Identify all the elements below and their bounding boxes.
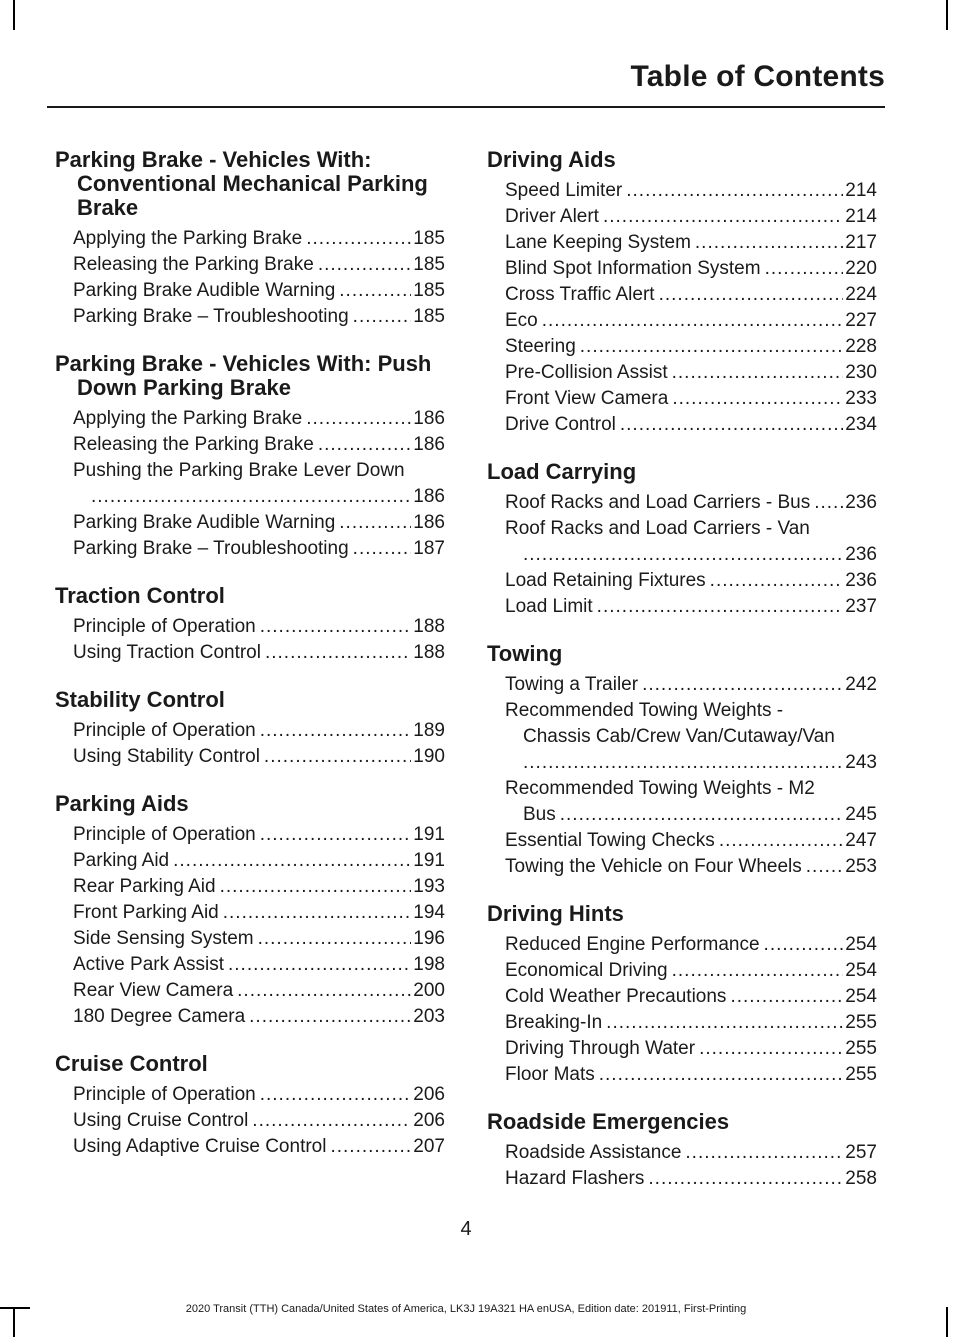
toc-page-number: 198 — [413, 954, 445, 975]
toc-entry-label: Load Limit — [505, 596, 593, 617]
toc-entry[interactable] — [55, 536, 445, 562]
dot-leader — [560, 802, 844, 828]
dot-leader — [719, 828, 843, 854]
toc-entry[interactable] — [55, 926, 445, 952]
dot-leader — [599, 1062, 844, 1088]
toc-page-number: 237 — [845, 596, 877, 617]
toc-entry-label: Parking Brake – Troubleshooting — [73, 306, 349, 327]
toc-entry[interactable] — [55, 510, 445, 536]
dot-leader — [264, 744, 411, 770]
dot-leader — [339, 510, 411, 536]
toc-page-number: 228 — [845, 336, 877, 357]
toc-page-number: 185 — [413, 306, 445, 327]
toc-entry[interactable] — [55, 978, 445, 1004]
toc-entry-label: Roof Racks and Load Carriers - Van — [505, 518, 810, 539]
dot-leader — [306, 226, 411, 252]
section-title: Parking Aids — [55, 791, 189, 816]
toc-entry[interactable] — [487, 178, 877, 204]
toc-entry-label: Front Parking Aid — [73, 902, 219, 923]
toc-entry-label: Roof Racks and Load Carriers - Bus — [505, 492, 811, 513]
toc-section — [55, 584, 445, 666]
toc-entry-label: Using Adaptive Cruise Control — [73, 1136, 327, 1157]
dot-leader — [91, 484, 411, 510]
left-column — [55, 148, 445, 1182]
dot-leader — [228, 952, 411, 978]
toc-page-number: 191 — [413, 850, 445, 871]
toc-page-number: 236 — [845, 570, 877, 591]
toc-entry-label: Recommended Towing Weights - — [505, 700, 784, 721]
toc-section — [487, 902, 877, 1088]
toc-entry-label: Chassis Cab/Crew Van/Cutaway/Van — [523, 726, 835, 747]
toc-page-number: 185 — [413, 254, 445, 275]
toc-entry-label: Hazard Flashers — [505, 1168, 645, 1189]
dot-leader — [685, 1140, 843, 1166]
toc-entry[interactable] — [55, 226, 445, 252]
toc-entry[interactable] — [55, 1134, 445, 1160]
toc-entry[interactable] — [55, 874, 445, 900]
toc-page-number: 230 — [845, 362, 877, 383]
toc-entry[interactable] — [487, 490, 877, 516]
toc-entry[interactable] — [55, 1004, 445, 1030]
toc-page-number: 220 — [845, 258, 877, 279]
toc-page-number: 186 — [413, 512, 445, 533]
toc-page-number: 227 — [845, 310, 877, 331]
crop-mark — [13, 0, 15, 30]
toc-section — [487, 148, 877, 438]
toc-page-number: 191 — [413, 824, 445, 845]
dot-leader — [318, 252, 411, 278]
toc-entry[interactable] — [487, 1036, 877, 1062]
dot-leader — [260, 1082, 412, 1108]
toc-page-number: 188 — [413, 616, 445, 637]
toc-page-number: 186 — [413, 408, 445, 429]
dot-leader — [730, 984, 843, 1010]
toc-entry-label: Parking Brake Audible Warning — [73, 280, 336, 301]
dot-leader — [659, 282, 844, 308]
toc-entry[interactable] — [55, 718, 445, 744]
toc-page-number: 243 — [845, 752, 877, 773]
dot-leader — [260, 614, 412, 640]
toc-page-number: 214 — [845, 180, 877, 201]
toc-entry-label: Floor Mats — [505, 1064, 595, 1085]
toc-page-number: 185 — [413, 228, 445, 249]
toc-entry-label: Breaking-In — [505, 1012, 603, 1033]
dot-leader — [523, 750, 843, 776]
toc-page-number: 186 — [413, 434, 445, 455]
toc-entry-label: Cross Traffic Alert — [505, 284, 655, 305]
toc-entry[interactable] — [55, 822, 445, 848]
toc-page-number: 189 — [413, 720, 445, 741]
dot-leader — [620, 412, 843, 438]
toc-page-number: 188 — [413, 642, 445, 663]
toc-entry[interactable] — [55, 406, 445, 432]
toc-section — [487, 460, 877, 620]
toc-page-number: 255 — [845, 1064, 877, 1085]
toc-entry-label: Parking Brake Audible Warning — [73, 512, 336, 533]
toc-page-number: 200 — [413, 980, 445, 1001]
toc-entry[interactable] — [487, 828, 877, 854]
toc-entry-label: Releasing the Parking Brake — [73, 434, 314, 455]
toc-entry-label: Recommended Towing Weights - M2 — [505, 778, 815, 799]
dot-leader — [523, 542, 843, 568]
section-title: Traction Control — [55, 583, 225, 608]
toc-entry-label: Parking Aid — [73, 850, 170, 871]
dot-leader — [265, 640, 411, 666]
dot-leader — [806, 854, 844, 880]
toc-entry-label: Load Retaining Fixtures — [505, 570, 706, 591]
dot-leader — [597, 594, 844, 620]
toc-entry-label: Bus — [523, 804, 556, 825]
toc-entry-label: Roadside Assistance — [505, 1142, 682, 1163]
toc-page-number: 214 — [845, 206, 877, 227]
toc-page-number: 242 — [845, 674, 877, 695]
dot-leader — [260, 718, 412, 744]
toc-page-number: 257 — [845, 1142, 877, 1163]
toc-entry-label: Steering — [505, 336, 576, 357]
toc-entry[interactable] — [487, 516, 877, 568]
dot-leader — [672, 386, 843, 412]
toc-section — [487, 1110, 877, 1192]
toc-entry[interactable] — [487, 698, 877, 776]
section-title: Load Carrying — [487, 459, 637, 484]
toc-entry[interactable] — [487, 594, 877, 620]
crop-mark — [946, 1307, 948, 1337]
dot-leader — [699, 1036, 843, 1062]
toc-entry[interactable] — [487, 230, 877, 256]
toc-entry[interactable] — [487, 958, 877, 984]
toc-entry-label: Principle of Operation — [73, 616, 256, 637]
toc-page-number: 255 — [845, 1038, 877, 1059]
toc-entry[interactable] — [487, 568, 877, 594]
toc-entry-label: Driver Alert — [505, 206, 599, 227]
toc-entry-label: Speed Limiter — [505, 180, 623, 201]
dot-leader — [252, 1108, 411, 1134]
toc-page-number: 258 — [845, 1168, 877, 1189]
toc-page-number: 234 — [845, 414, 877, 435]
toc-entry-label: Side Sensing System — [73, 928, 254, 949]
toc-page-number: 185 — [413, 280, 445, 301]
toc-entry[interactable] — [487, 854, 877, 880]
toc-entry-label: Drive Control — [505, 414, 616, 435]
dot-leader — [580, 334, 844, 360]
toc-entry[interactable] — [487, 1062, 877, 1088]
toc-section — [487, 642, 877, 880]
toc-page-number: 190 — [413, 746, 445, 767]
toc-page-number: 236 — [845, 492, 877, 513]
toc-entry[interactable] — [487, 412, 877, 438]
toc-entry-label: Active Park Assist — [73, 954, 224, 975]
toc-page-number: 254 — [845, 934, 877, 955]
toc-entry-label: Releasing the Parking Brake — [73, 254, 314, 275]
toc-page-number: 206 — [413, 1110, 445, 1131]
toc-entry-label: Pre-Collision Assist — [505, 362, 668, 383]
page-title: Table of Contents — [630, 60, 885, 93]
toc-page-number: 224 — [845, 284, 877, 305]
dot-leader — [220, 874, 412, 900]
toc-page-number: 196 — [413, 928, 445, 949]
toc-page-number: 254 — [845, 960, 877, 981]
toc-entry[interactable] — [55, 640, 445, 666]
toc-section — [55, 1052, 445, 1160]
toc-entry-label: 180 Degree Camera — [73, 1006, 246, 1027]
dot-leader — [603, 204, 843, 230]
toc-entry[interactable] — [55, 252, 445, 278]
toc-entry-label: Applying the Parking Brake — [73, 228, 303, 249]
toc-entry-label: Towing a Trailer — [505, 674, 639, 695]
dot-leader — [606, 1010, 843, 1036]
toc-entry-label: Using Traction Control — [73, 642, 261, 663]
toc-entry-label: Parking Brake – Troubleshooting — [73, 538, 349, 559]
dot-leader — [542, 308, 844, 334]
dot-leader — [249, 1004, 411, 1030]
toc-entry-label: Using Stability Control — [73, 746, 260, 767]
toc-page-number: 193 — [413, 876, 445, 897]
dot-leader — [223, 900, 412, 926]
section-title: Roadside Emergencies — [487, 1109, 730, 1134]
dot-leader — [260, 822, 412, 848]
dot-leader — [710, 568, 844, 594]
section-title: Driving Hints — [487, 901, 624, 926]
toc-entry-label: Blind Spot Information System — [505, 258, 761, 279]
section-title: Cruise Control — [55, 1051, 208, 1076]
toc-entry[interactable] — [487, 1010, 877, 1036]
toc-entry[interactable] — [487, 776, 877, 828]
toc-entry[interactable] — [487, 932, 877, 958]
toc-entry[interactable] — [55, 614, 445, 640]
toc-entry-label: Essential Towing Checks — [505, 830, 715, 851]
toc-entry[interactable] — [55, 278, 445, 304]
toc-page-number: 186 — [413, 486, 445, 507]
toc-page-number: 194 — [413, 902, 445, 923]
toc-page-number: 187 — [413, 538, 445, 559]
toc-entry[interactable] — [55, 432, 445, 458]
page-number: 4 — [460, 1218, 472, 1240]
right-column — [487, 148, 877, 1214]
toc-page-number: 203 — [413, 1006, 445, 1027]
toc-entry[interactable] — [487, 672, 877, 698]
dot-leader — [695, 230, 843, 256]
dot-leader — [672, 360, 844, 386]
dot-leader — [353, 536, 412, 562]
footer-text: 2020 Transit (TTH) Canada/United States of America, LK3J 19A321 HA enUSA, Edition date: 201911, First-Printing — [185, 1303, 747, 1315]
toc-entry[interactable] — [55, 1082, 445, 1108]
toc-entry-label: Reduced Engine Performance — [505, 934, 760, 955]
toc-entry-label: Towing the Vehicle on Four Wheels — [505, 856, 802, 877]
toc-entry-label: Rear View Camera — [73, 980, 234, 1001]
toc-entry[interactable] — [55, 744, 445, 770]
toc-entry[interactable] — [487, 984, 877, 1010]
section-title: Parking Brake - Vehicles With: Push Down Parking Brake — [55, 351, 432, 400]
toc-entry-label: Eco — [505, 310, 538, 331]
crop-mark — [946, 0, 948, 30]
dot-leader — [672, 958, 844, 984]
toc-entry-label: Pushing the Parking Brake Lever Down — [73, 460, 405, 481]
dot-leader — [306, 406, 411, 432]
toc-entry[interactable] — [487, 334, 877, 360]
dot-leader — [353, 304, 412, 330]
dot-leader — [258, 926, 412, 952]
toc-entry[interactable] — [487, 386, 877, 412]
dot-leader — [339, 278, 411, 304]
toc-entry-label: Rear Parking Aid — [73, 876, 216, 897]
toc-entry-label: Economical Driving — [505, 960, 668, 981]
dot-leader — [173, 848, 411, 874]
dot-leader — [330, 1134, 411, 1160]
toc-page-number: 255 — [845, 1012, 877, 1033]
dot-leader — [764, 932, 844, 958]
section-title: Driving Aids — [487, 147, 616, 172]
header-rule — [47, 106, 885, 108]
toc-entry-label: Lane Keeping System — [505, 232, 691, 253]
dot-leader — [318, 432, 411, 458]
toc-entry[interactable] — [55, 900, 445, 926]
section-title: Parking Brake - Vehicles With: Conventional Mechanical Parking Brake — [55, 147, 428, 220]
dot-leader — [765, 256, 844, 282]
toc-entry[interactable] — [487, 308, 877, 334]
dot-leader — [237, 978, 411, 1004]
toc-entry[interactable] — [487, 1166, 877, 1192]
toc-entry[interactable] — [55, 304, 445, 330]
toc-section — [55, 792, 445, 1030]
toc-entry-label: Driving Through Water — [505, 1038, 696, 1059]
toc-entry[interactable] — [487, 1140, 877, 1166]
toc-entry-label: Using Cruise Control — [73, 1110, 249, 1131]
toc-page-number: 236 — [845, 544, 877, 565]
section-title: Towing — [487, 641, 563, 666]
dot-leader — [648, 1166, 843, 1192]
dot-leader — [626, 178, 843, 204]
toc-page-number: 247 — [845, 830, 877, 851]
toc-entry[interactable] — [55, 848, 445, 874]
toc-entry[interactable] — [487, 360, 877, 386]
toc-entry-label: Front View Camera — [505, 388, 669, 409]
dot-leader — [642, 672, 843, 698]
toc-entry-label: Principle of Operation — [73, 824, 256, 845]
toc-entry[interactable] — [55, 952, 445, 978]
toc-page-number: 206 — [413, 1084, 445, 1105]
dot-leader — [814, 490, 843, 516]
toc-entry-label: Applying the Parking Brake — [73, 408, 303, 429]
toc-section — [55, 352, 445, 562]
toc-entry[interactable] — [55, 1108, 445, 1134]
toc-entry[interactable] — [55, 458, 445, 510]
toc-page-number: 217 — [845, 232, 877, 253]
toc-entry[interactable] — [487, 256, 877, 282]
section-title: Stability Control — [55, 687, 225, 712]
toc-entry[interactable] — [487, 282, 877, 308]
toc-entry-label: Cold Weather Precautions — [505, 986, 727, 1007]
toc-section — [55, 688, 445, 770]
toc-page-number: 207 — [413, 1136, 445, 1157]
toc-entry-label: Principle of Operation — [73, 720, 256, 741]
toc-page-number: 254 — [845, 986, 877, 1007]
toc-entry[interactable] — [487, 204, 877, 230]
toc-page-number: 233 — [845, 388, 877, 409]
toc-page-number: 245 — [845, 804, 877, 825]
toc-page-number: 253 — [845, 856, 877, 877]
toc-entry-label: Principle of Operation — [73, 1084, 256, 1105]
toc-section — [55, 148, 445, 330]
